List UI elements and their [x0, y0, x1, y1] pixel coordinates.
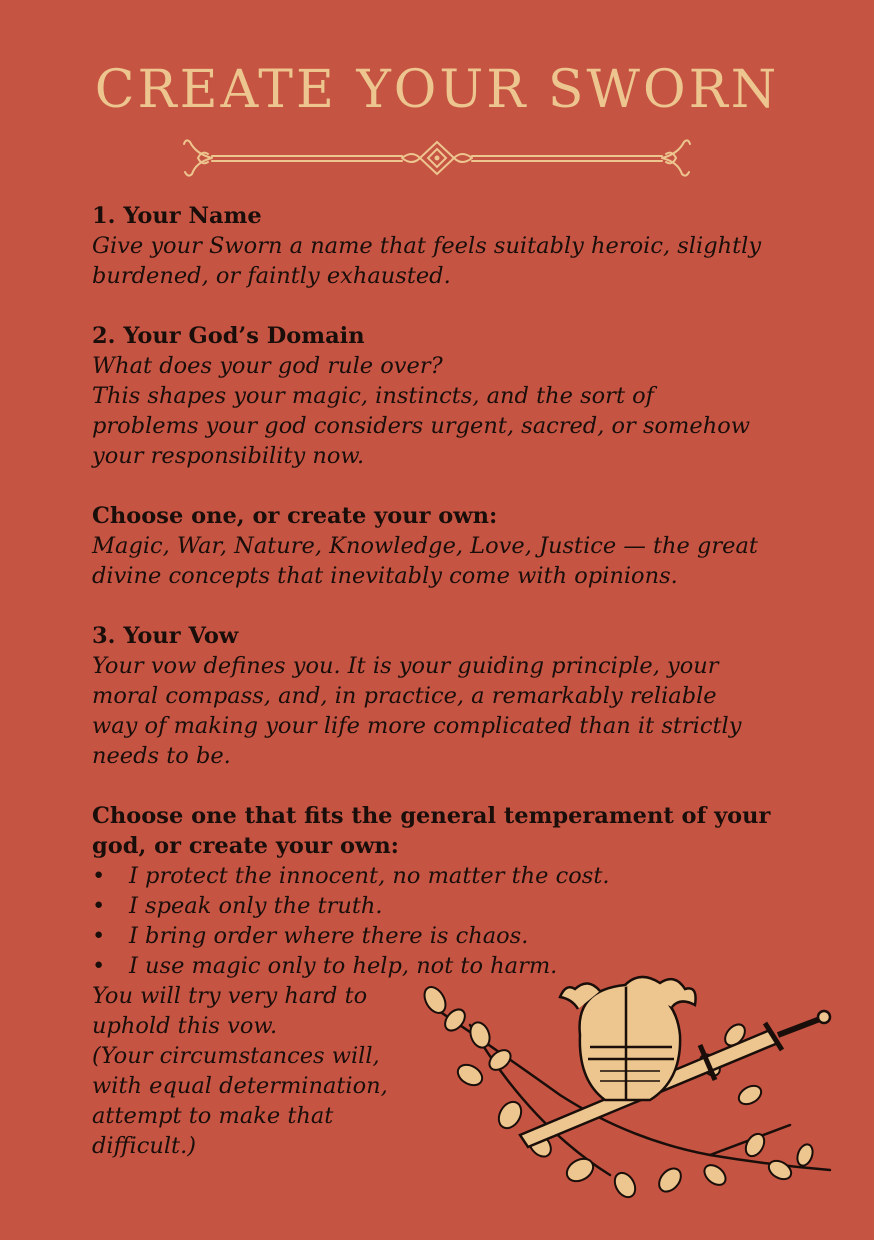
section-heading: 2. Your God’s Domain — [92, 323, 365, 349]
closing-line: (Your circumstances will, — [92, 1043, 380, 1069]
closing-line: uphold this vow. — [92, 1013, 278, 1039]
closing-line: difficult.) — [92, 1133, 196, 1159]
section-line: This shapes your magic, instincts, and the sort of — [92, 383, 655, 409]
section-heading: Choose one that fits the general temperament of your — [92, 803, 771, 829]
list-item — [92, 921, 792, 951]
section-line: needs to be. — [92, 743, 231, 769]
closing-line: with equal determination, — [92, 1073, 388, 1099]
ornamental-divider-icon — [182, 136, 692, 180]
page-title: CREATE YOUR SWORN — [94, 60, 780, 120]
vow-text: I protect the innocent, no matter the cost. — [129, 863, 610, 889]
section-line: way of making your life more complicated than it strictly — [92, 713, 742, 739]
helmet-sword-wreath-icon — [410, 975, 842, 1207]
section-line: burdened, or faintly exhausted. — [92, 263, 451, 289]
section-gods-domain — [92, 321, 792, 471]
section-your-vow — [92, 621, 792, 771]
section-line: problems your god considers urgent, sacred, or somehow — [92, 413, 751, 439]
section-heading: 3. Your Vow — [92, 623, 239, 649]
bullet: • — [92, 893, 106, 919]
closing-line: You will try very hard to — [92, 983, 368, 1009]
section-choose-domain — [92, 501, 792, 591]
section-line: Magic, War, Nature, Knowledge, Love, Justice — the great — [92, 533, 758, 559]
closing-line: attempt to make that — [92, 1103, 334, 1129]
vow-list — [92, 861, 792, 981]
bullet: • — [92, 863, 106, 889]
section-line: moral compass, and, in practice, a remarkably reliable — [92, 683, 717, 709]
bullet: • — [92, 923, 106, 949]
vow-text: I bring order where there is chaos. — [129, 923, 529, 949]
section-line: your responsibility now. — [92, 443, 365, 469]
list-item — [92, 861, 792, 891]
vow-text: I speak only the truth. — [129, 893, 383, 919]
section-heading: Choose one, or create your own: — [92, 503, 498, 529]
vow-text: I use magic only to help, not to harm. — [129, 953, 558, 979]
section-line: What does your god rule over? — [92, 353, 443, 379]
section-heading: god, or create your own: — [92, 833, 399, 859]
section-line: Your vow defines you. It is your guiding principle, your — [92, 653, 719, 679]
section-your-name — [92, 201, 792, 291]
bullet: • — [92, 953, 106, 979]
section-heading: 1. Your Name — [92, 203, 262, 229]
section-line: Give your Sworn a name that feels suitably heroic, slightly — [92, 233, 762, 259]
list-item — [92, 891, 792, 921]
section-line: divine concepts that inevitably come with opinions. — [92, 563, 678, 589]
closing-note — [92, 981, 412, 1161]
